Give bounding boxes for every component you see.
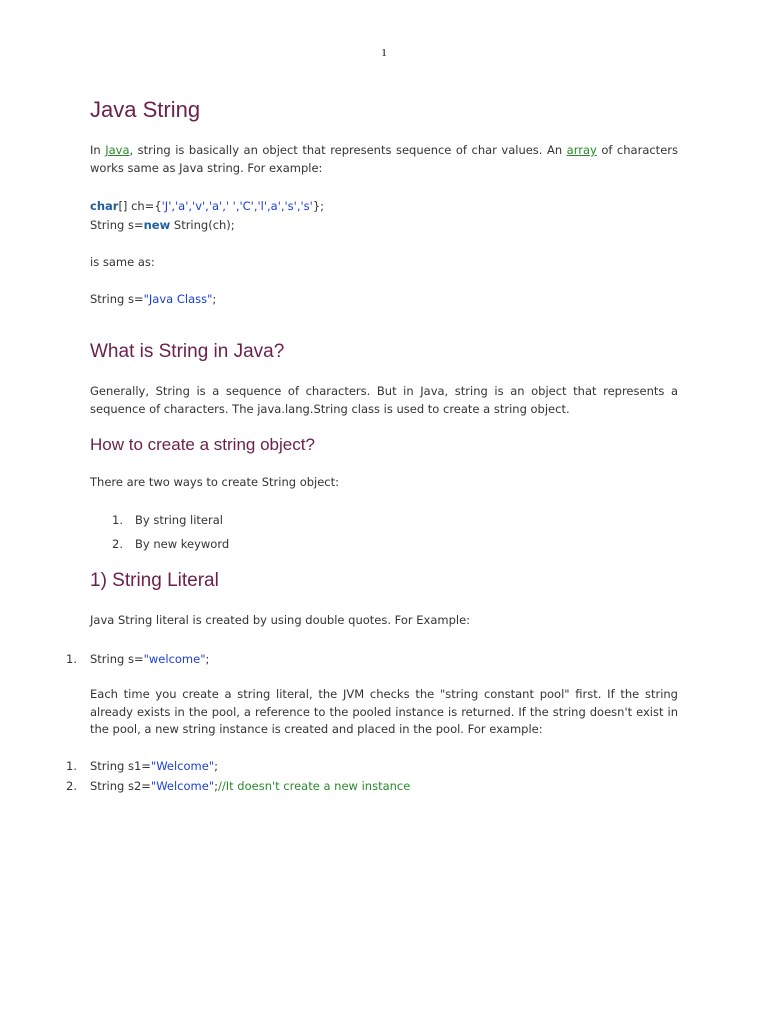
code-s2	[90, 779, 410, 793]
code-string: "Java Class"	[143, 292, 213, 306]
section-heading-what-is-string: What is String in Java?	[90, 341, 285, 362]
code-text: String(ch);	[170, 218, 235, 232]
code-text: String s1=	[90, 759, 151, 773]
code-text: ;	[214, 779, 218, 793]
section-heading-how-to-create: How to create a string object?	[90, 435, 315, 454]
code-text: String s=	[90, 218, 144, 232]
code-text: String s2=	[90, 779, 151, 793]
code-string: "Welcome"	[150, 779, 215, 793]
section-paragraph: There are two ways to create String object:	[90, 475, 340, 489]
code-text: };	[312, 199, 325, 213]
code-text: ;	[212, 292, 217, 306]
intro-text: , string is basically an object that represents sequence of char values. An	[129, 143, 567, 157]
java-link[interactable]: Java	[105, 143, 130, 157]
intro-paragraph	[90, 142, 678, 177]
code-string-literal	[90, 292, 216, 306]
code-text: String s=	[90, 652, 144, 666]
same-as-text: is same as:	[90, 255, 155, 269]
intro-text: of characters works same as Java string. For example:	[90, 143, 678, 175]
section-paragraph: Java String literal is created by using double quotes. For Example:	[90, 613, 471, 627]
code-text: ;	[214, 759, 218, 773]
code-string: "Welcome"	[150, 759, 215, 773]
array-link[interactable]: array	[566, 143, 597, 157]
code-line-number: 1.	[66, 652, 77, 666]
code-string: 'J','a','v','a',' ','C','l',a','s','s'	[161, 199, 313, 213]
code-text: [] ch={	[118, 199, 162, 213]
code-welcome	[90, 652, 209, 666]
code-new-string	[90, 218, 235, 232]
section-paragraph: Each time you create a string literal, the JVM checks the "string constant pool" first. If the string already exists in the pool, a reference to the pooled instance is returned. If the string doesn't exist in the pool, a new string instance is created and placed in the pool. For example:	[90, 687, 678, 736]
list-item-number: 1.	[112, 513, 123, 527]
code-comment: //It doesn't create a new instance	[217, 779, 411, 793]
keyword-char: char	[90, 199, 119, 213]
code-string: "welcome"	[143, 652, 206, 666]
section-paragraph: Generally, String is a sequence of characters. But in Java, string is an object that represents a sequence of characters. The java.lang.String class is used to create a string object.	[90, 384, 678, 416]
page-title: Java String	[90, 97, 201, 122]
keyword-new: new	[143, 218, 171, 232]
code-char-array	[90, 199, 324, 213]
code-text: ;	[205, 652, 210, 666]
page-number: 1	[381, 47, 387, 59]
list-item-number: 2.	[112, 537, 123, 551]
code-line-number: 2.	[66, 779, 77, 793]
intro-text: In	[90, 143, 106, 157]
code-text: String s=	[90, 292, 144, 306]
section-heading-string-literal: 1) String Literal	[90, 570, 219, 591]
code-line-number: 1.	[66, 759, 77, 773]
list-item: By string literal	[135, 513, 223, 527]
code-s1	[90, 759, 218, 773]
list-item: By new keyword	[135, 537, 230, 551]
